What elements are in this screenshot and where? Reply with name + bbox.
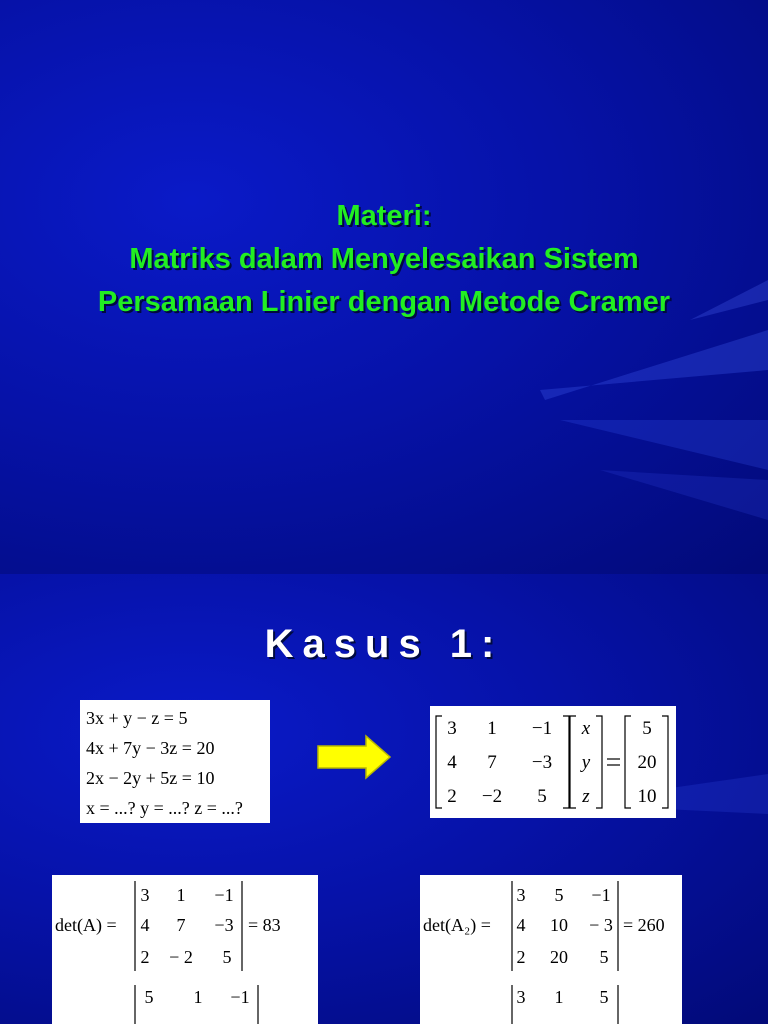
- det-a-result: = 83: [248, 915, 281, 935]
- det-a2-cell: 4: [516, 915, 526, 935]
- equation-system-box: [80, 700, 270, 823]
- matrix-a-cell: 5: [537, 786, 547, 807]
- det-a2-label: det(A₂) =: [423, 915, 491, 935]
- equation-2: 4x + 7y − 3z = 20: [86, 738, 215, 758]
- det-a-cell: −3: [214, 915, 234, 935]
- matrix-a-cell: 4: [447, 752, 457, 773]
- det-a3-cell: 3: [516, 987, 526, 1007]
- determinant-a-box: [52, 875, 318, 1024]
- det-a2-cell: −1: [591, 885, 611, 905]
- det-a3-cell: 1: [554, 987, 564, 1007]
- title-line-2: Matriks dalam Menyelesaikan Sistem: [129, 243, 639, 275]
- matrix-a-cell: 3: [447, 718, 457, 739]
- equation-3: 2x − 2y + 5z = 10: [86, 768, 215, 788]
- det-a3-cell: 5: [599, 987, 609, 1007]
- det-a2-cell: − 3: [589, 915, 613, 935]
- det-a2-result: = 260: [623, 915, 665, 935]
- slide-title: [0, 195, 768, 324]
- matrix-equation: [430, 706, 676, 818]
- det-a-cell: 1: [176, 885, 186, 905]
- vector-b-cell: 20: [637, 752, 657, 773]
- det-a2-cell: 5: [599, 947, 609, 967]
- matrix-a-cell: 7: [487, 752, 497, 773]
- matrix-a-cell: −3: [531, 752, 553, 773]
- det-a2-cell: 5: [554, 885, 564, 905]
- vector-x-cell: x: [581, 718, 591, 739]
- det-a-cell: − 2: [169, 947, 193, 967]
- vector-x-cell: z: [582, 786, 590, 807]
- determinant-a: [52, 875, 318, 1024]
- det-a2-cell: 10: [550, 915, 568, 935]
- det-a-cell: 2: [140, 947, 150, 967]
- matrix-equation-box: [430, 706, 676, 818]
- right-arrow-icon: [316, 734, 392, 780]
- det-a1-cell: 5: [144, 987, 154, 1007]
- det-a1-cell: 1: [193, 987, 203, 1007]
- determinant-a2-box: [420, 875, 682, 1024]
- vector-b-cell: 10: [637, 786, 657, 807]
- slide-2: [0, 574, 768, 1024]
- det-a-cell: 5: [222, 947, 232, 967]
- vector-x-cell: y: [581, 752, 591, 773]
- det-a2-cell: 2: [516, 947, 526, 967]
- det-a-label: det(A) =: [55, 915, 117, 935]
- det-a1-cell: −1: [230, 987, 250, 1007]
- title-line-3: Persamaan Linier dengan Metode Cramer: [97, 286, 671, 318]
- case-title: Kasus 1:: [264, 622, 504, 666]
- vector-b-cell: 5: [642, 718, 652, 739]
- det-a2-cell: 3: [516, 885, 526, 905]
- title-line-1: Materi:: [336, 200, 432, 232]
- det-a-cell: −1: [214, 885, 234, 905]
- det-a-cell: 3: [140, 885, 150, 905]
- matrix-a-cell: 2: [447, 786, 457, 807]
- det-a2-cell: 20: [550, 947, 568, 967]
- matrix-a-cell: −1: [531, 718, 553, 739]
- det-a-cell: 4: [140, 915, 150, 935]
- det-a-cell: 7: [176, 915, 186, 935]
- question-line: x = ...? y = ...? z = ...?: [86, 798, 243, 818]
- matrix-a-cell: 1: [487, 718, 497, 739]
- equation-1: 3x + y − z = 5: [86, 708, 188, 728]
- determinant-a2: [420, 875, 682, 1024]
- matrix-a-cell: −2: [481, 786, 503, 807]
